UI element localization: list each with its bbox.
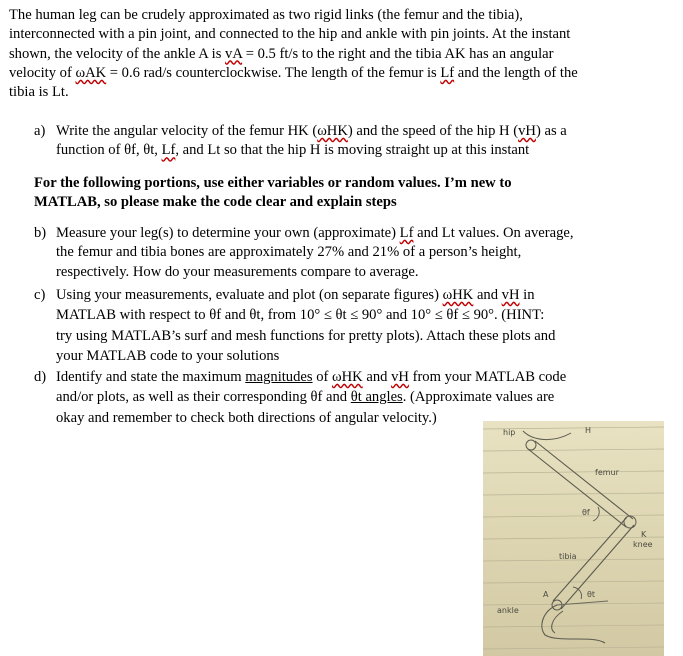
question-d-label: d) — [34, 369, 47, 385]
question-b-label: b) — [34, 225, 47, 241]
question-d-line-3: okay and remember to check both directions of angular velocity.) — [56, 409, 437, 426]
question-c-line-3: try using MATLAB’s surf and mesh functions for pretty plots). Attach these plots and — [56, 327, 556, 344]
question-a — [34, 122, 629, 161]
femur-angular-velocity-symbol: ωHK — [442, 287, 474, 303]
label-K: K — [641, 530, 647, 539]
question-a-line-2: function of θf, θt, Lf, and Lt so that the hip H is moving straight up at this instant — [56, 142, 530, 159]
intro-line-4: velocity of ωAK = 0.6 rad/s counterclockwise. The length of the femur is Lf and the length of the — [9, 64, 578, 81]
question-c-line-4: your MATLAB code to your solutions — [56, 347, 280, 364]
leg-sketch-photo — [483, 421, 664, 656]
tibia-angular-velocity-symbol: ωAK — [75, 64, 107, 81]
question-a-line-1: Write the angular velocity of the femur HK (ωHK) and the speed of the hip H (vH) as a — [56, 123, 567, 139]
ruled-lines — [483, 427, 664, 649]
intro-line-5: tibia is Lt. — [9, 84, 69, 101]
label-ankle: ankle — [497, 606, 519, 615]
ankle-velocity-symbol: vA — [225, 45, 243, 62]
hip-stroke — [523, 431, 571, 440]
hip-joint — [526, 440, 536, 450]
heel-outline — [552, 611, 563, 633]
note-to-reader — [34, 174, 634, 213]
problem-statement — [9, 6, 679, 102]
intro-line-2: interconnected with a pin joint, and connected to the hip and ankle with pin joints. At the instant — [9, 26, 571, 43]
note-line-2: MATLAB, so please make the code clear and explain steps — [34, 194, 397, 211]
label-knee: knee — [633, 540, 653, 549]
femur-link — [528, 441, 633, 527]
femur-length-symbol: Lf — [440, 64, 455, 81]
question-b-line-2: the femur and tibia bones are approximately 27% and 21% of a person’s height, — [56, 244, 522, 261]
label-femur: femur — [595, 468, 619, 477]
question-c-line-2: MATLAB with respect to θf and θt, from 10° ≤ θt ≤ 90° and 10° ≤ θf ≤ 90°. (HINT: — [56, 307, 545, 324]
question-c-label: c) — [34, 287, 46, 303]
question-d-line-1: Identify and state the maximum magnitudes of ωHK and vH from your MATLAB code — [56, 369, 567, 385]
label-theta-f: θf — [582, 508, 590, 517]
angles-underlined: θt angles — [350, 389, 403, 406]
question-d-line-2: and/or plots, as well as their corresponding θf and θt angles. (Approximate values are — [56, 389, 555, 406]
question-c — [34, 285, 629, 366]
question-b — [34, 224, 629, 282]
knee-joint — [624, 516, 636, 528]
question-b-line-3: respectively. How do your measurements compare to average. — [56, 263, 419, 280]
femur-length-symbol: Lf — [161, 142, 176, 159]
label-H: H — [585, 426, 592, 435]
foot-outline — [542, 605, 605, 643]
question-b-line-1: Measure your leg(s) to determine your own (approximate) Lf and Lt values. On average, — [56, 225, 574, 241]
magnitudes-underlined: magnitudes — [245, 369, 313, 385]
hip-velocity-symbol: vH — [518, 123, 536, 139]
label-hip: hip — [503, 428, 516, 437]
label-theta-t: θt — [587, 590, 596, 599]
note-line-1: For the following portions, use either variables or random values. I’m new to — [34, 175, 512, 191]
question-a-label: a) — [34, 123, 46, 139]
femur-angular-velocity-symbol: ωHK — [332, 369, 363, 385]
label-tibia: tibia — [559, 552, 577, 561]
intro-line-3: shown, the velocity of the ankle A is vA = 0.5 ft/s to the right and the tibia AK has an angular — [9, 45, 554, 62]
femur-angular-velocity-symbol: ωHK — [317, 123, 348, 139]
femur-length-symbol: Lf — [399, 225, 414, 241]
label-A: A — [543, 590, 549, 599]
question-c-line-1: Using your measurements, evaluate and plot (on separate figures) ωHK and vH in — [56, 287, 535, 303]
question-d — [34, 367, 629, 428]
intro-line-1: The human leg can be crudely approximated as two rigid links (the femur and the tibia), — [9, 7, 523, 23]
leg-sketch-drawing — [483, 421, 664, 656]
ankle-reference-line — [557, 601, 608, 605]
theta-f-arc — [593, 507, 599, 521]
hip-velocity-symbol: vH — [501, 287, 520, 303]
hip-velocity-symbol: vH — [391, 369, 409, 385]
